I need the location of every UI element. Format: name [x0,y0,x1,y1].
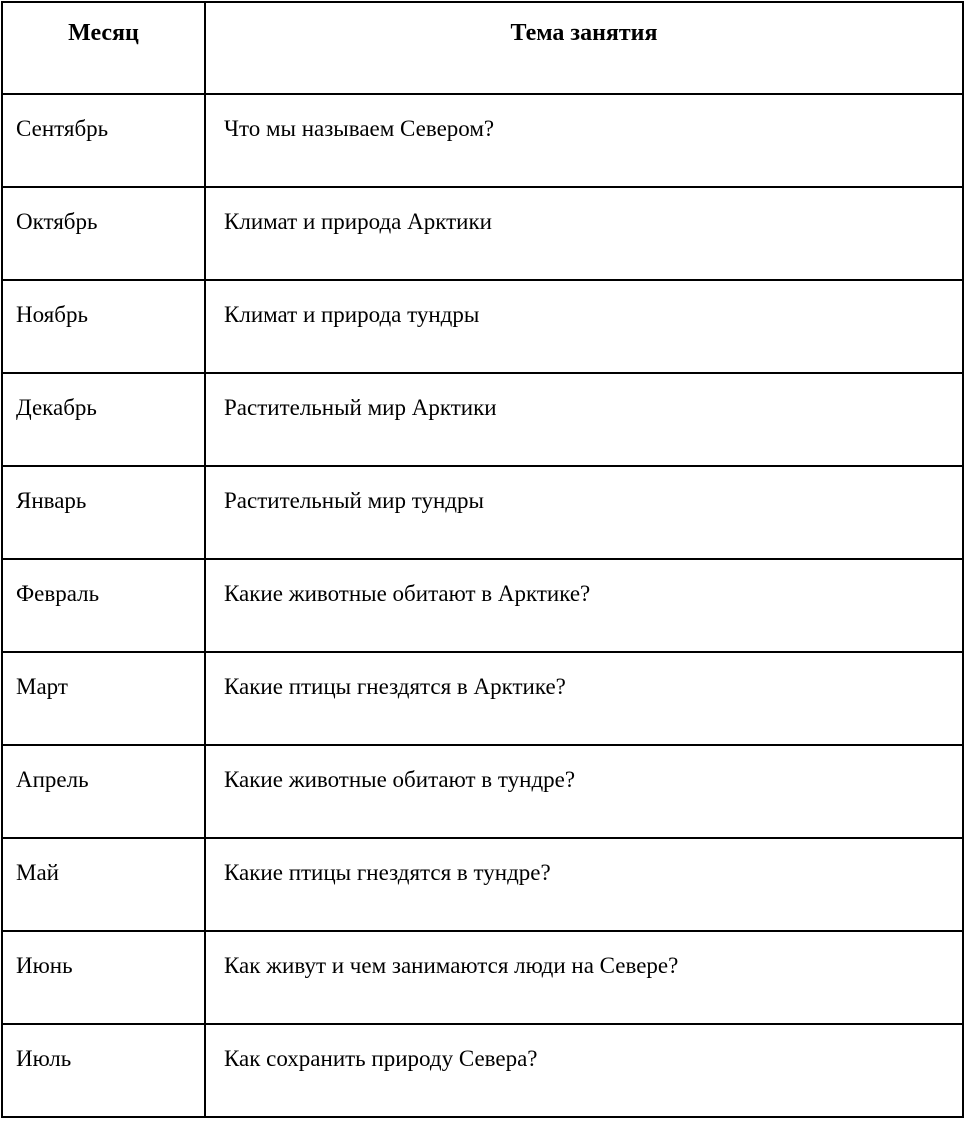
month-cell: Июль [2,1024,205,1117]
table-row [2,466,963,559]
month-cell: Декабрь [2,373,205,466]
table-row [2,745,963,838]
topic-cell: Как сохранить природу Севера? [205,1024,963,1117]
month-column-header: Месяц [2,2,205,94]
table-row [2,373,963,466]
month-cell: Январь [2,466,205,559]
topic-cell: Растительный мир Арктики [205,373,963,466]
table-row [2,931,963,1024]
table-row [2,559,963,652]
month-cell: Март [2,652,205,745]
topic-cell: Какие птицы гнездятся в Арктике? [205,652,963,745]
table-row [2,94,963,187]
table-row [2,280,963,373]
topic-cell: Что мы называем Севером? [205,94,963,187]
topic-cell: Какие животные обитают в тундре? [205,745,963,838]
month-cell: Февраль [2,559,205,652]
topic-cell: Какие животные обитают в Арктике? [205,559,963,652]
table-row [2,838,963,931]
month-cell: Ноябрь [2,280,205,373]
table-row [2,1024,963,1117]
month-cell: Май [2,838,205,931]
table-row [2,187,963,280]
table-body [2,94,963,1117]
month-cell: Апрель [2,745,205,838]
month-cell: Сентябрь [2,94,205,187]
topic-cell: Климат и природа Арктики [205,187,963,280]
topic-cell: Климат и природа тундры [205,280,963,373]
lesson-schedule-table [1,1,964,1118]
month-cell: Октябрь [2,187,205,280]
table-header-row [2,2,963,94]
topic-column-header: Тема занятия [205,2,963,94]
table-row [2,652,963,745]
topic-cell: Растительный мир тундры [205,466,963,559]
topic-cell: Какие птицы гнездятся в тундре? [205,838,963,931]
topic-cell: Как живут и чем занимаются люди на Севере? [205,931,963,1024]
month-cell: Июнь [2,931,205,1024]
